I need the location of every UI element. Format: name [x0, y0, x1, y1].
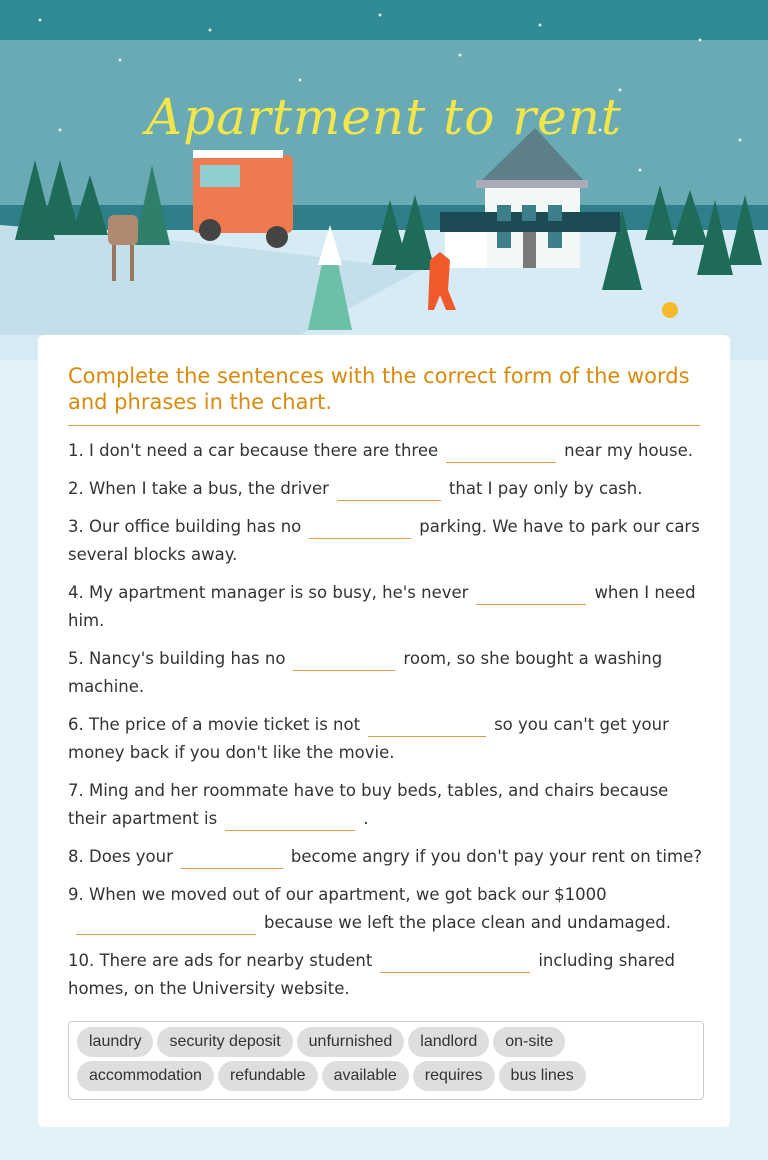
question-text: become angry if you don't pay your rent on time? — [290, 847, 702, 866]
question-4 — [68, 579, 708, 635]
question-text: 1. I don't need a car because there are three — [68, 441, 439, 460]
question-text: 2. When I take a bus, the driver — [68, 479, 329, 498]
question-text: 7. Ming and her roommate have to buy beds, tables, and chairs because their apartment is — [68, 781, 669, 828]
word-chip[interactable]: unfurnished — [297, 1027, 405, 1057]
question-8 — [68, 843, 708, 871]
question-5 — [68, 645, 708, 701]
question-text: so you can't get your money back if you don't like the movie. — [68, 715, 669, 762]
answer-input-6[interactable] — [368, 714, 486, 737]
question-text: near my house. — [564, 441, 693, 460]
word-chip[interactable]: refundable — [218, 1061, 318, 1091]
word-chip[interactable]: on-site — [493, 1027, 565, 1057]
question-text: parking. We have to park our cars several blocks away. — [68, 517, 700, 564]
word-chip[interactable]: landlord — [408, 1027, 489, 1057]
answer-input-5[interactable] — [293, 648, 395, 671]
question-text: 10. There are ads for nearby student — [68, 951, 373, 970]
question-text: . — [363, 809, 369, 828]
answer-input-7[interactable] — [225, 808, 355, 831]
question-text: when I need him. — [68, 583, 696, 630]
answer-input-9[interactable] — [76, 912, 256, 935]
question-text: 6. The price of a movie ticket is not — [68, 715, 361, 734]
question-text: because we left the place clean and undamaged. — [264, 913, 672, 932]
word-chip[interactable]: accommodation — [77, 1061, 214, 1091]
question-text: 5. Nancy's building has no — [68, 649, 286, 668]
question-3 — [68, 513, 708, 569]
question-text: 9. When we moved out of our apartment, we got back our $1000 — [68, 885, 607, 904]
word-chip[interactable]: bus lines — [499, 1061, 586, 1091]
question-1 — [68, 437, 708, 465]
question-7 — [68, 777, 708, 833]
answer-input-2[interactable] — [337, 478, 441, 501]
word-bank — [68, 1021, 704, 1100]
word-chip[interactable]: requires — [413, 1061, 495, 1091]
answer-input-4[interactable] — [476, 582, 586, 605]
instructions: Complete the sentences with the correct form of the words and phrases in the chart. — [68, 363, 700, 426]
question-text: 3. Our office building has no — [68, 517, 302, 536]
winter-scene-illustration — [0, 0, 768, 360]
question-text: 4. My apartment manager is so busy, he's never — [68, 583, 469, 602]
word-chip[interactable]: available — [322, 1061, 409, 1091]
question-text: including shared homes, on the University website. — [68, 951, 675, 998]
question-text: room, so she bought a washing machine. — [68, 649, 663, 696]
answer-input-3[interactable] — [309, 516, 411, 539]
exercise-card — [38, 335, 730, 1127]
question-list — [68, 437, 708, 1013]
answer-input-1[interactable] — [446, 440, 556, 463]
word-chip[interactable]: laundry — [77, 1027, 153, 1057]
question-9 — [68, 881, 708, 937]
question-text: that I pay only by cash. — [448, 479, 643, 498]
word-chip[interactable]: security deposit — [157, 1027, 292, 1057]
question-text: 8. Does your — [68, 847, 173, 866]
question-6 — [68, 711, 708, 767]
question-10 — [68, 947, 708, 1003]
answer-input-10[interactable] — [380, 950, 530, 973]
answer-input-8[interactable] — [181, 846, 283, 869]
question-2 — [68, 475, 708, 503]
page-title: Apartment to rent — [146, 88, 622, 146]
